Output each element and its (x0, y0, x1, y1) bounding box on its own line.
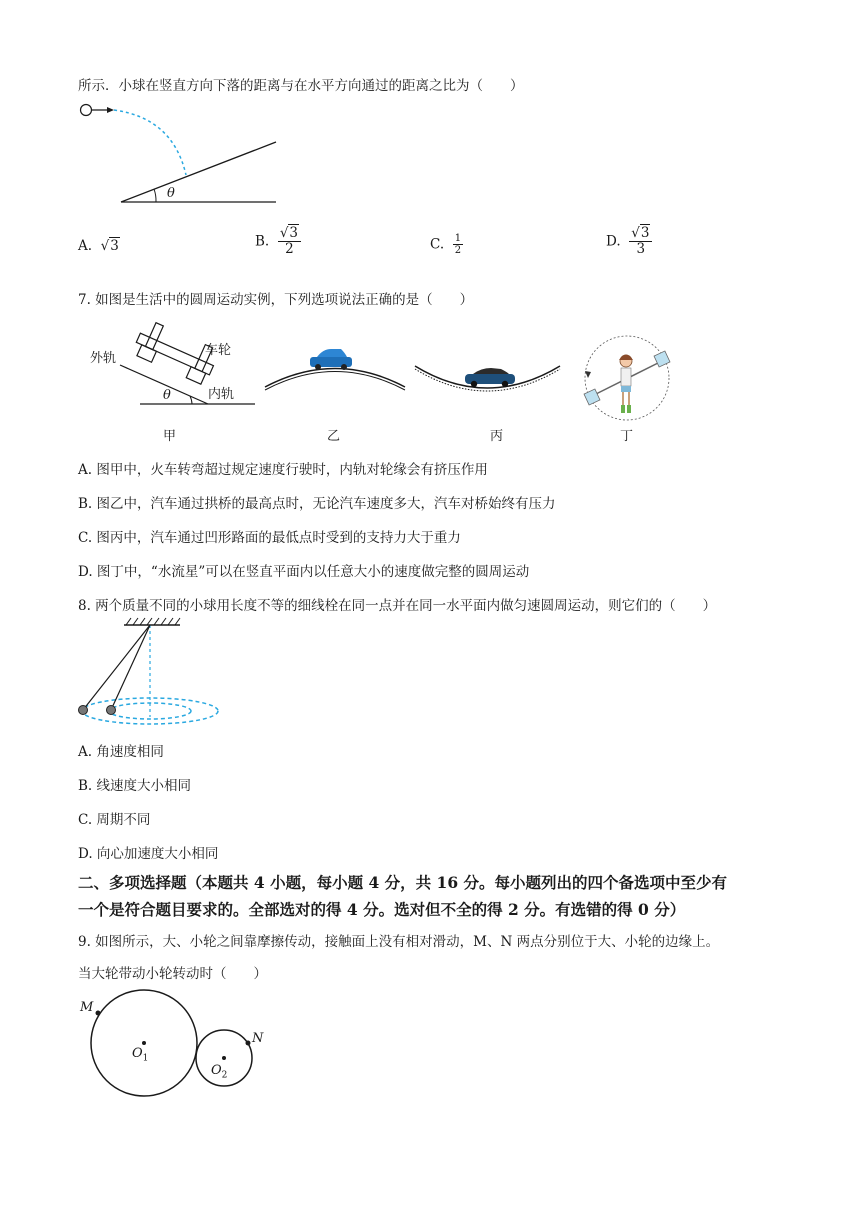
label-jia: 甲 (163, 429, 177, 444)
q6-option-d: D. $\frac{√3}{3}$ (606, 226, 652, 257)
q9-stem-line2: 当大轮带动小轮转动时（ ） (78, 966, 267, 982)
q8-option-d: D. 向心加速度大小相同 (78, 846, 219, 862)
q6-figure (78, 100, 288, 210)
label-yi: 乙 (327, 429, 341, 444)
q8-stem: 8. 两个质量不同的小球用长度不等的细线栓在同一点并在同一水平面内做匀速圆周运动，则它们的（ ） (78, 598, 717, 614)
q8-option-c: C. 周期不同 (78, 812, 151, 828)
q8-option-a: A. 角速度相同 (78, 744, 164, 760)
q7-figure-ding (582, 333, 672, 423)
label-theta-jia: θ (163, 388, 171, 403)
label-ding: 丁 (620, 429, 634, 444)
car-icon (310, 349, 352, 370)
label-n: N (252, 1031, 264, 1046)
q8-option-b: B. 线速度大小相同 (78, 778, 192, 794)
label-o2: $O_2$ (211, 1063, 228, 1081)
ball-1 (79, 706, 88, 715)
label-wheel: 车轮 (205, 343, 232, 358)
q7-option-d: D. 图丁中，“水流星”可以在竖直平面内以任意大小的速度做完整的圆周运动 (78, 564, 530, 580)
ball-2 (107, 706, 116, 715)
q7-figure-jia (110, 320, 260, 410)
q7-figure-bing (415, 360, 560, 400)
point-n (246, 1041, 251, 1046)
point-m (96, 1011, 101, 1016)
q9-stem-line1: 9. 如图所示，大、小轮之间靠摩擦传动，接触面上没有相对滑动，M、N 两点分别位于大、小轮的边缘上。 (78, 934, 720, 950)
label-inner-rail: 内轨 (208, 387, 235, 402)
q7-option-c: C. 图丙中，汽车通过凹形路面的最低点时受到的支持力大于重力 (78, 530, 461, 546)
q6-stem-tail: 所示．小球在竖直方向下落的距离与在水平方向通过的距离之比为（ ） (78, 78, 524, 94)
q7-figure-yi (265, 345, 405, 395)
q6-theta-label: θ (167, 186, 175, 201)
q6-option-b: B. $\frac{√3}{2}$ (255, 226, 301, 257)
label-outer-rail: 外轨 (90, 351, 117, 366)
label-m: M (80, 1000, 94, 1015)
q7-stem: 7. 如图是生活中的圆周运动实例，下列选项说法正确的是（ ） (78, 292, 474, 308)
trajectory-dashed (114, 110, 186, 175)
q9-figure (76, 990, 276, 1100)
q7-option-a: A. 图甲中，火车转弯超过规定速度行驶时，内轨对轮缘会有挤压作用 (78, 462, 488, 478)
label-o1: $O_1$ (132, 1046, 149, 1064)
q7-option-b: B. 图乙中，汽车通过拱桥的最高点时，无论汽车速度多大，汽车对桥始终有压力 (78, 496, 556, 512)
q6-option-c: C. $\frac{1}{2}$ (430, 233, 462, 256)
q8-figure (76, 617, 226, 727)
q6-option-a: A. √3 (78, 238, 119, 254)
label-bing: 丙 (490, 429, 504, 444)
ball (81, 105, 92, 116)
section2-heading-line2: 一个是符合题目要求的。全部选对的得 4 分。选对但不全的得 2 分。有选错的得 0 分） (78, 900, 686, 919)
car-icon (465, 368, 515, 387)
section2-heading-line1: 二、多项选择题（本题共 4 小题，每小题 4 分，共 16 分。每小题列出的四个备选项中至少有 (78, 873, 728, 892)
incline-line (121, 142, 276, 202)
